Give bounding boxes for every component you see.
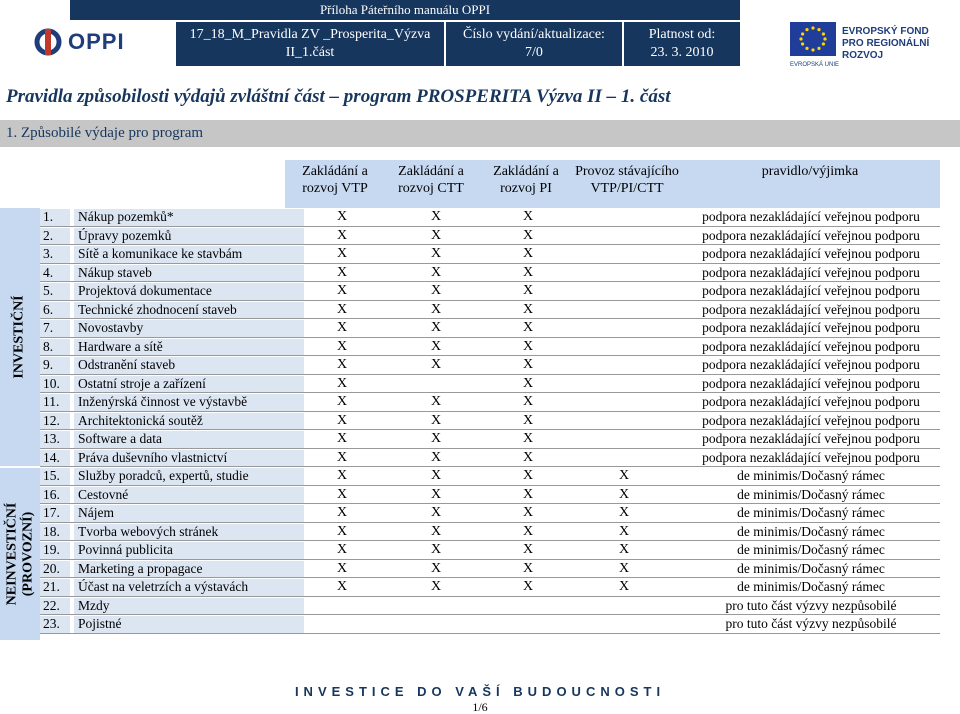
group-investicni-label: INVESTIČNÍ <box>12 295 27 379</box>
row-name: Hardware a sítě <box>78 338 163 354</box>
cell-vtp: X <box>336 301 348 317</box>
cell-ctt: X <box>430 468 442 483</box>
row-rule: podpora nezakládající veřejnou podporu <box>702 209 920 224</box>
cell-ctt: X <box>430 560 442 576</box>
row-rule: de minimis/Dočasný rámec <box>737 579 885 594</box>
cell-pi: X <box>522 468 534 483</box>
cell-vtp: X <box>336 412 348 428</box>
table-row <box>40 338 940 357</box>
row-number: 23. <box>43 616 60 631</box>
valid-label: Platnost od: <box>648 27 716 42</box>
cell-pi: X <box>522 431 534 446</box>
cell-vtp: X <box>336 394 348 409</box>
cell-ctt: X <box>430 394 442 409</box>
cell-ctt: X <box>430 431 442 446</box>
row-name: Marketing a propagace <box>78 560 203 576</box>
cell-pi: X <box>522 542 534 557</box>
row-rule: podpora nezakládající veřejnou podporu <box>702 449 920 465</box>
cell-pi: X <box>522 505 534 520</box>
row-name: Projektová dokumentace <box>78 283 212 298</box>
table-row <box>40 208 940 227</box>
row-name: Služby poradců, expertů, studie <box>78 468 249 483</box>
row-number: 16. <box>43 486 60 502</box>
cell-provoz: X <box>618 468 630 483</box>
valid-value: 23. 3. 2010 <box>650 45 714 60</box>
cell-provoz: X <box>618 579 630 594</box>
row-number: 18. <box>43 523 60 539</box>
cell-ctt: X <box>430 579 442 594</box>
table-row <box>40 467 940 486</box>
table-row <box>40 393 940 412</box>
row-number: 5. <box>43 283 54 298</box>
cell-pi: X <box>522 301 534 317</box>
cell-pi: X <box>522 246 534 261</box>
cell-pi: X <box>522 412 534 428</box>
cell-vtp: X <box>336 560 348 576</box>
cell-pi: X <box>522 579 534 594</box>
row-rule: podpora nezakládající veřejnou podporu <box>702 357 920 372</box>
footer-slogan: INVESTICE DO VAŠÍ BUDOUCNOSTI <box>294 684 666 699</box>
cell-ctt: X <box>430 209 442 224</box>
row-rule: podpora nezakládající veřejnou podporu <box>702 394 920 409</box>
cell-pi: X <box>522 227 534 243</box>
cell-ctt: X <box>430 542 442 557</box>
eu-union-text: EVROPSKÁ UNIE <box>790 62 840 68</box>
cell-vtp: X <box>336 264 348 280</box>
table-row <box>40 430 940 449</box>
row-rule: de minimis/Dočasný rámec <box>737 468 885 483</box>
col-header-rule: pravidlo/výjimka <box>680 160 940 208</box>
cell-ctt: X <box>430 357 442 372</box>
table-row <box>40 486 940 505</box>
cell-vtp: X <box>336 542 348 557</box>
cell-vtp: X <box>336 579 348 594</box>
row-rule: pro tuto část výzvy nezpůsobilé <box>725 597 897 613</box>
row-rule: de minimis/Dočasný rámec <box>737 560 885 576</box>
cell-vtp: X <box>336 431 348 446</box>
section-heading: 1. Způsobilé výdaje pro program <box>0 120 960 147</box>
cell-pi: X <box>522 394 534 409</box>
row-name: Mzdy <box>78 597 110 613</box>
cell-ctt: X <box>430 486 442 502</box>
row-name: Nákup staveb <box>78 264 152 280</box>
row-name: Ostatní stroje a zařízení <box>78 375 206 391</box>
table-row <box>40 541 940 560</box>
eu-fund-text: EVROPSKÝ FOND PRO REGIONÁLNÍ ROZVOJ <box>842 26 930 61</box>
document-title: Pravidla způsobilosti výdajů zvláštní část – program PROSPERITA Výzva II – 1. část <box>6 86 671 107</box>
doc-code: 17_18_M_Pravidla ZV _Prosperita_Výzva II_1.část <box>176 22 444 66</box>
cell-vtp: X <box>336 449 348 465</box>
row-number: 10. <box>43 375 60 391</box>
version-cell <box>446 22 622 66</box>
version-value: 7/0 <box>525 45 543 60</box>
row-rule: de minimis/Dočasný rámec <box>737 486 885 502</box>
row-rule: podpora nezakládající veřejnou podporu <box>702 375 920 391</box>
cell-ctt: X <box>430 449 442 465</box>
row-rule: podpora nezakládající veřejnou podporu <box>702 338 920 354</box>
cell-pi: X <box>522 209 534 224</box>
row-number: 15. <box>43 468 60 483</box>
cell-ctt: X <box>430 320 442 335</box>
cell-vtp: X <box>336 320 348 335</box>
row-name: Odstranění staveb <box>78 357 176 372</box>
cell-pi: X <box>522 560 534 576</box>
table-row <box>40 245 940 264</box>
group-neinvesticni-label: NEINVESTIČNÍ (PROVOZNÍ) <box>4 502 36 606</box>
cell-provoz: X <box>618 523 630 539</box>
top-banner: Příloha Páteřního manuálu OPPI <box>70 0 740 20</box>
table-row <box>40 319 940 338</box>
row-name: Povinná publicita <box>78 542 173 557</box>
table-row <box>40 578 940 597</box>
row-number: 2. <box>43 227 54 243</box>
col-header-provoz: Provoz stávajícího VTP/PI/CTT <box>574 160 680 208</box>
cell-ctt: X <box>430 505 442 520</box>
row-number: 6. <box>43 301 54 317</box>
col-header-pi: Zakládání a rozvoj PI <box>478 160 574 208</box>
row-number: 8. <box>43 338 54 354</box>
row-number: 17. <box>43 505 60 520</box>
cell-provoz: X <box>618 486 630 502</box>
cell-vtp: X <box>336 468 348 483</box>
row-name: Práva duševního vlastnictví <box>78 449 228 465</box>
row-number: 11. <box>43 394 60 409</box>
row-name: Nájem <box>78 505 114 520</box>
cell-vtp: X <box>336 246 348 261</box>
row-name: Software a data <box>78 431 162 446</box>
table-row <box>40 356 940 375</box>
oppi-logo-text: OPPI <box>68 29 125 54</box>
table-row <box>40 282 940 301</box>
oppi-logo-icon <box>34 27 62 57</box>
col-header-ctt: Zakládání a rozvoj CTT <box>384 160 478 208</box>
row-number: 4. <box>43 264 54 280</box>
table-row <box>40 615 940 634</box>
row-name: Účast na veletrzích a výstavách <box>78 579 249 594</box>
row-rule: podpora nezakládající veřejnou podporu <box>702 431 920 446</box>
col-header-vtp: Zakládání a rozvoj VTP <box>285 160 385 208</box>
row-number: 19. <box>43 542 60 557</box>
eu-flag-icon <box>790 22 836 62</box>
cell-vtp: X <box>336 209 348 224</box>
row-number: 9. <box>43 357 54 372</box>
cell-pi: X <box>522 486 534 502</box>
row-rule: podpora nezakládající veřejnou podporu <box>702 227 920 243</box>
cell-ctt: X <box>430 264 442 280</box>
cell-pi: X <box>522 338 534 354</box>
table-row <box>40 301 940 320</box>
cell-pi: X <box>522 283 534 298</box>
row-name: Technické zhodnocení staveb <box>78 301 237 317</box>
row-rule: podpora nezakládající veřejnou podporu <box>702 320 920 335</box>
table-row <box>40 227 940 246</box>
row-number: 22. <box>43 597 60 613</box>
row-number: 20. <box>43 560 60 576</box>
row-name: Cestovné <box>78 486 129 502</box>
table-row <box>40 375 940 394</box>
row-rule: podpora nezakládající veřejnou podporu <box>702 412 920 428</box>
row-rule: pro tuto část výzvy nezpůsobilé <box>725 616 897 631</box>
cell-ctt: X <box>430 246 442 261</box>
cell-pi: X <box>522 523 534 539</box>
cell-vtp: X <box>336 357 348 372</box>
cell-pi: X <box>522 264 534 280</box>
cell-ctt: X <box>430 523 442 539</box>
table-row <box>40 597 940 616</box>
table-row <box>40 523 940 542</box>
row-number: 21. <box>43 579 60 594</box>
cell-ctt: X <box>430 283 442 298</box>
row-number: 13. <box>43 431 60 446</box>
row-number: 12. <box>43 412 60 428</box>
cell-pi: X <box>522 357 534 372</box>
row-rule: de minimis/Dočasný rámec <box>737 542 885 557</box>
table-row <box>40 264 940 283</box>
version-label: Číslo vydání/aktualizace: <box>463 27 605 42</box>
row-number: 3. <box>43 246 54 261</box>
row-rule: podpora nezakládající veřejnou podporu <box>702 301 920 317</box>
group-neinvesticni <box>0 468 40 640</box>
row-name: Inženýrská činnost ve výstavbě <box>78 394 248 409</box>
cell-pi: X <box>522 449 534 465</box>
oppi-logo <box>34 22 174 62</box>
cell-vtp: X <box>336 486 348 502</box>
page-number: 1/6 <box>472 700 488 714</box>
table-row <box>40 560 940 579</box>
cell-vtp: X <box>336 375 348 391</box>
row-number: 14. <box>43 449 60 465</box>
cell-vtp: X <box>336 505 348 520</box>
row-rule: podpora nezakládající veřejnou podporu <box>702 264 920 280</box>
cell-provoz: X <box>618 560 630 576</box>
row-rule: podpora nezakládající veřejnou podporu <box>702 283 920 298</box>
row-name: Nákup pozemků* <box>78 209 174 224</box>
row-name: Novostavby <box>78 320 144 335</box>
table-row <box>40 449 940 468</box>
cell-provoz: X <box>618 542 630 557</box>
cell-ctt: X <box>430 227 442 243</box>
cell-ctt: X <box>430 412 442 428</box>
row-name: Pojistné <box>78 616 122 631</box>
cell-vtp: X <box>336 338 348 354</box>
row-number: 1. <box>43 209 54 224</box>
cell-vtp: X <box>336 227 348 243</box>
table-row <box>40 504 940 523</box>
row-name: Architektonická soutěž <box>78 412 203 428</box>
row-rule: de minimis/Dočasný rámec <box>737 523 885 539</box>
row-rule: podpora nezakládající veřejnou podporu <box>702 246 920 261</box>
row-name: Tvorba webových stránek <box>78 523 219 539</box>
cell-pi: X <box>522 375 534 391</box>
row-rule: de minimis/Dočasný rámec <box>737 505 885 520</box>
cell-ctt: X <box>430 338 442 354</box>
row-name: Úpravy pozemků <box>78 227 172 243</box>
cell-provoz: X <box>618 505 630 520</box>
cell-vtp: X <box>336 523 348 539</box>
table-row <box>40 412 940 431</box>
group-investicni <box>0 208 40 466</box>
row-number: 7. <box>43 320 54 335</box>
valid-cell <box>624 22 740 66</box>
cell-ctt: X <box>430 301 442 317</box>
cell-pi: X <box>522 320 534 335</box>
row-name: Sítě a komunikace ke stavbám <box>78 246 243 261</box>
cell-vtp: X <box>336 283 348 298</box>
